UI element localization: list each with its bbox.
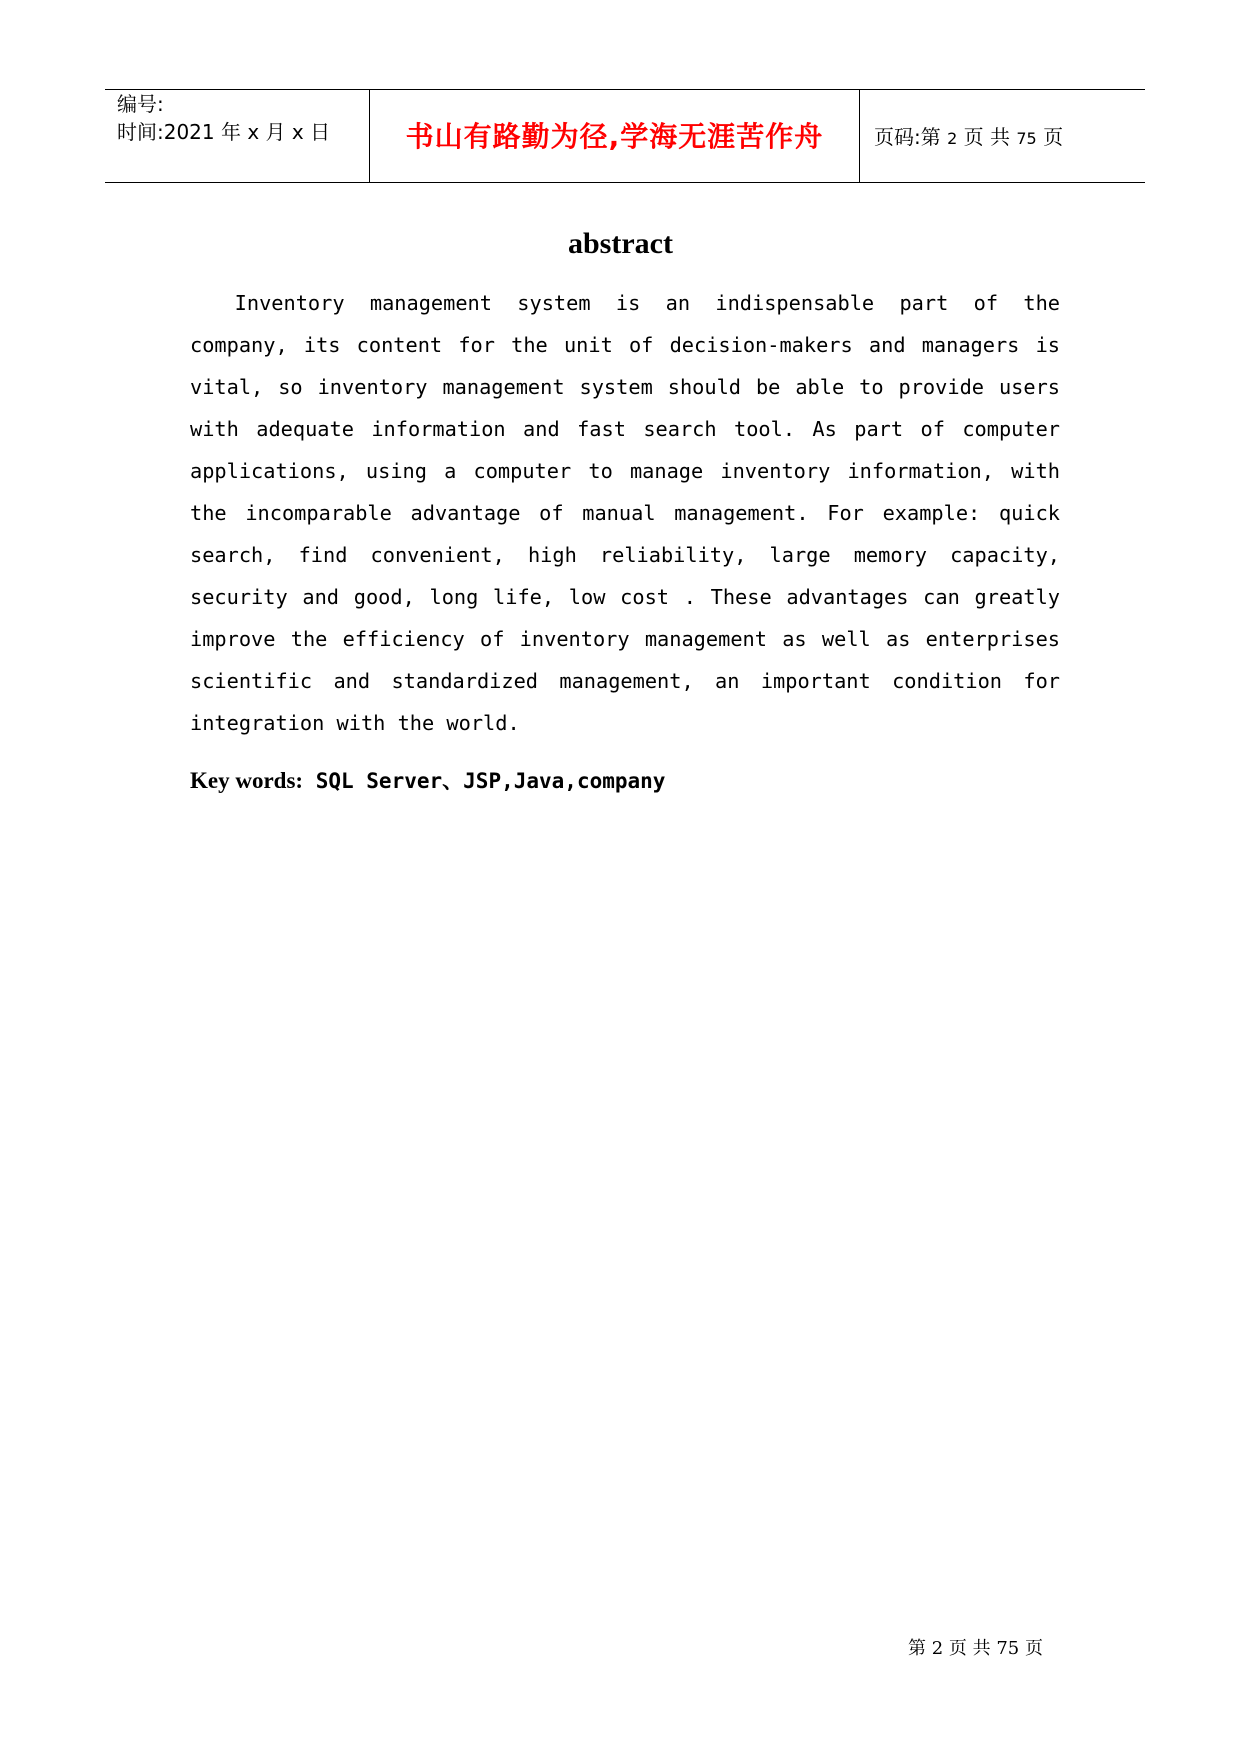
page-total: 75 bbox=[1016, 129, 1037, 148]
header-motto: 书山有路勤为径,学海无涯苦作舟 bbox=[405, 120, 824, 153]
header-motto-cell bbox=[369, 90, 860, 182]
keywords-line bbox=[190, 766, 1060, 796]
abstract-paragraph: Inventory management system is an indispensable part of the company, its content for the unit of decision-makers and managers is vital, so inventory management system should be able to provide users with adequate information and fast search tool. As part of computer applications, using a computer to manage inventory information, with the incomparable advantage of manual management. For example: quick search, find convenient, high reliability, large memory capacity, security and good, long life, low cost . These advantages can greatly improve the efficiency of inventory management as well as enterprises scientific and standardized management, an important condition for integration with the world. bbox=[190, 291, 1060, 735]
keywords-label: Key words: bbox=[190, 768, 304, 793]
page-suffix: 页 bbox=[1043, 125, 1064, 149]
page-mid: 页 共 bbox=[963, 125, 1011, 149]
header-table bbox=[105, 89, 1145, 183]
page-current: 2 bbox=[947, 129, 958, 148]
document-number-label: 编号: bbox=[117, 92, 164, 116]
header-page-indicator bbox=[874, 124, 1063, 152]
keywords-value: SQL Server、JSP,Java,company bbox=[303, 769, 666, 793]
section-title: abstract bbox=[568, 227, 673, 260]
page-prefix: 页码:第 bbox=[874, 125, 941, 149]
header-page-cell bbox=[860, 90, 1145, 182]
document-time-label: 时间:2021 年 x 月 x 日 bbox=[117, 120, 331, 144]
footer-page-number: 第 2 页 共 75 页 bbox=[908, 1638, 1043, 1659]
header-info-cell bbox=[105, 90, 369, 182]
